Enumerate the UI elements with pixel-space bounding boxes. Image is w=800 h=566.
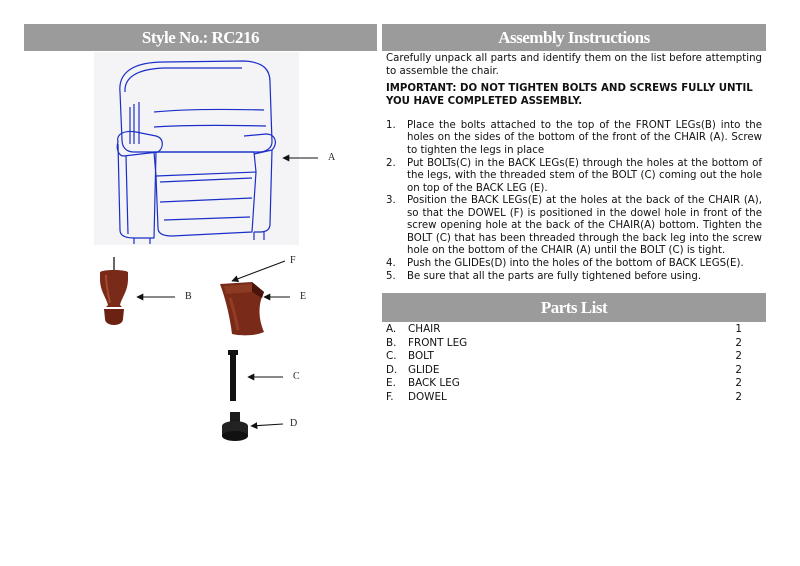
parts-row: F. DOWEL 2 — [386, 390, 742, 403]
parts-row: C. BOLT 2 — [386, 350, 742, 363]
callout-b: B — [185, 291, 192, 302]
assembly-steps — [386, 120, 762, 284]
callout-f: F — [290, 255, 296, 266]
step-item: 2. Put BOLTs(C) in the BACK LEGs(E) through the holes at the bottom of the legs, with the threaded stem of the BOLT (C) coming out the hole on top of the BACK LEG (E). — [386, 157, 762, 194]
callout-a: A — [328, 152, 336, 163]
parts-list-header: Parts List — [382, 293, 766, 322]
step-item: 1. Place the bolts attached to the top of the FRONT LEGs(B) into the holes on the sides of the bottom of the front of the CHAIR (A). Screw to tighten the legs in place — [386, 120, 762, 156]
important-notice: IMPORTANT: DO NOT TIGHTEN BOLTS AND SCREWS FULLY UNTIL YOU HAVE COMPLETED ASSEMBLY. — [386, 83, 753, 107]
assembly-instructions-header: Assembly Instructions — [382, 24, 766, 51]
parts-row: A. CHAIR 1 — [386, 323, 742, 335]
step-item: 4. Push the GLIDEs(D) into the holes of the bottom of BACK LEGS(E). — [386, 257, 744, 269]
callout-d: D — [290, 418, 298, 429]
style-number-header: Style No.: RC216 — [24, 24, 377, 51]
parts-list — [386, 323, 756, 405]
callout-e: E — [300, 291, 307, 302]
parts-row: E. BACK LEG 2 — [386, 377, 742, 390]
step-item: 3. Position the BACK LEGs(E) at the holes at the back of the CHAIR (A), so that the DOWEL (F) is positioned in the dowel hole in front of the screw opening hole at the back of the CHAIR(A) bottom. Tighten the BOLT (C) that has been threaded through the back leg into the screw hole on the bottom of the CHAIR (A) until the BOLT (C) is tight. — [386, 195, 762, 257]
parts-row: B. FRONT LEG 2 — [386, 336, 742, 349]
parts-row: D. GLIDE 2 — [386, 363, 742, 376]
callout-c: C — [293, 371, 300, 382]
step-item: 5. Be sure that all the parts are fully tightened before using. — [386, 270, 702, 282]
intro-paragraph: Carefully unpack all parts and identify them on the list before attempting to assemble the chair. — [386, 53, 762, 77]
